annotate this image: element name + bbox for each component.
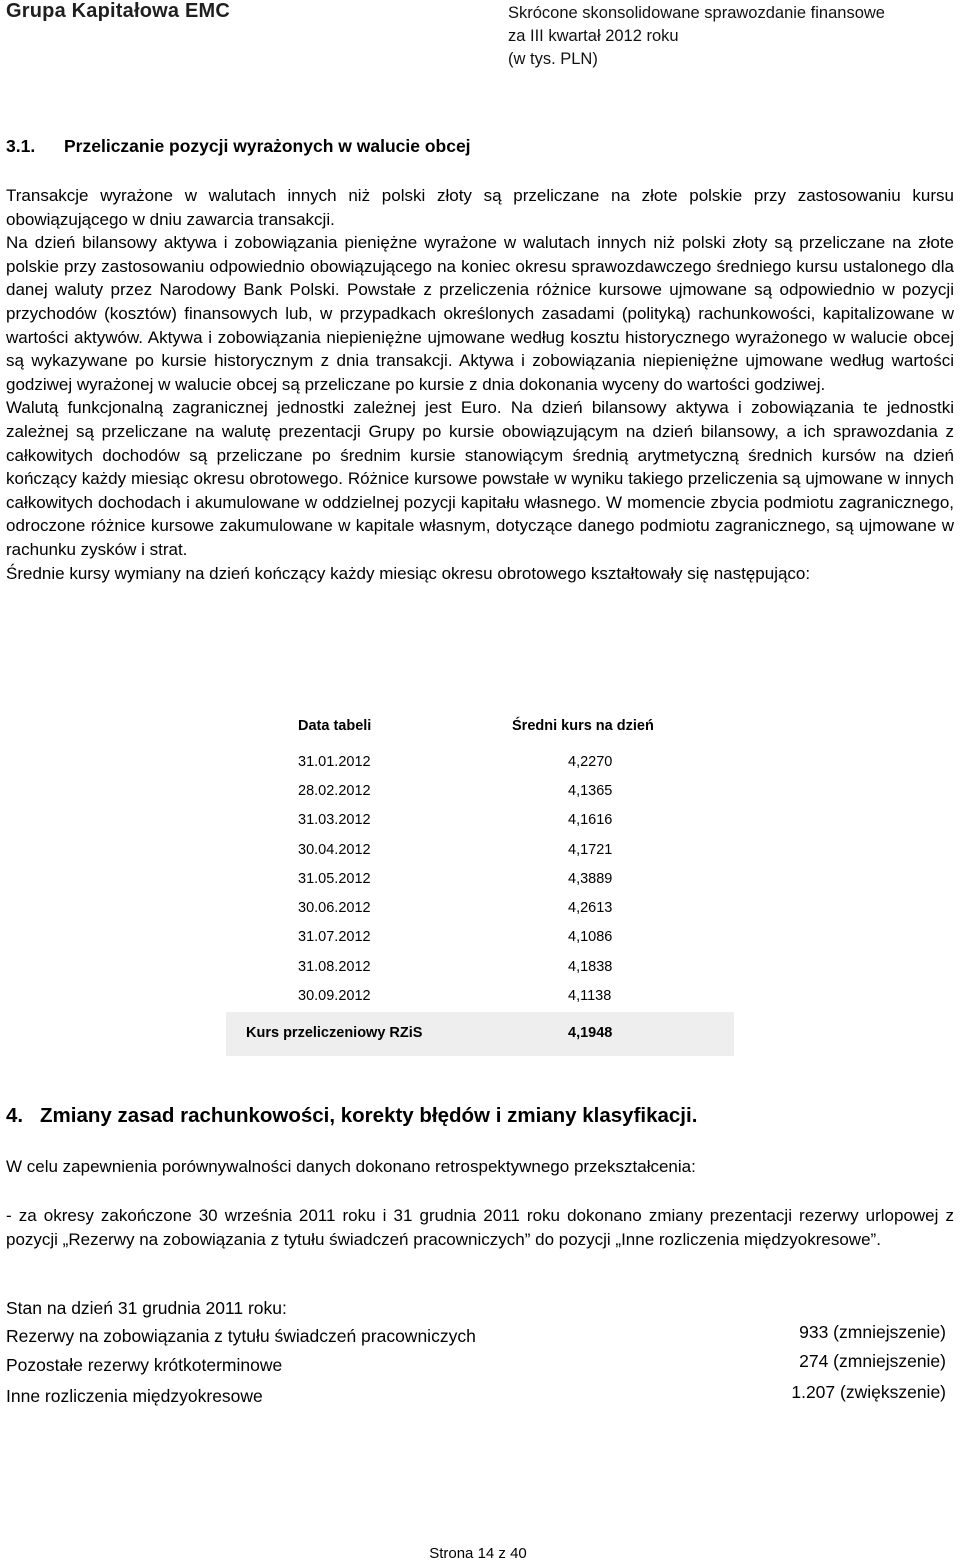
row-date: 31.05.2012 — [298, 871, 371, 887]
row-rate: 4,2270 — [568, 754, 613, 770]
row-date: 31.08.2012 — [298, 959, 371, 975]
row-date: 30.04.2012 — [298, 842, 371, 858]
section-3-1-body — [6, 184, 954, 585]
total-label: Kurs przeliczeniowy RZiS — [246, 1025, 423, 1041]
balance-item-value: 274 (zmniejszenie) — [799, 1351, 946, 1371]
balance-item-label: Inne rozliczenia międzyokresowe — [6, 1386, 263, 1406]
balance-item-label: Rezerwy na zobowiązania z tytułu świadczeń pracowniczych — [6, 1326, 476, 1346]
table-row — [226, 900, 734, 929]
balance-item-value: 1.207 (zwiększenie) — [791, 1382, 946, 1402]
row-rate: 4,1838 — [568, 959, 613, 975]
row-date: 28.02.2012 — [298, 783, 371, 799]
section-number: 4. — [6, 1104, 24, 1127]
balance-item-label: Pozostałe rezerwy krótkoterminowe — [6, 1355, 283, 1375]
table-row — [226, 929, 734, 958]
row-date: 30.06.2012 — [298, 900, 371, 916]
section-4-heading — [6, 1104, 697, 1128]
paragraph: Średnie kursy wymiany na dzień kończący każdy miesiąc okresu obrotowego kształtowały się następująco: — [6, 563, 811, 583]
row-date: 31.07.2012 — [298, 929, 371, 945]
row-rate: 4,2613 — [568, 900, 613, 916]
page-header — [0, 0, 960, 100]
balance-item — [6, 1351, 954, 1381]
total-value: 4,1948 — [568, 1025, 613, 1041]
table-row — [226, 842, 734, 871]
table-row — [226, 754, 734, 783]
table-row — [226, 812, 734, 841]
row-date: 31.01.2012 — [298, 754, 371, 770]
section-4-intro — [6, 1155, 954, 1179]
row-rate: 4,3889 — [568, 871, 613, 887]
row-date: 30.09.2012 — [298, 988, 371, 1004]
report-title — [508, 2, 885, 71]
paragraph: W celu zapewnienia porównywalności danych dokonano retrospektywnego przekształcenia: — [6, 1157, 696, 1176]
section-title: Zmiany zasad rachunkowości, korekty błędów i zmiany klasyfikacji. — [40, 1104, 698, 1127]
balance-item-value: 933 (zmniejszenie) — [799, 1322, 946, 1342]
report-title-line1: Skrócone skonsolidowane sprawozdanie finansowe — [508, 4, 885, 22]
report-title-line2: za III kwartał 2012 roku — [508, 27, 679, 45]
row-rate: 4,1616 — [568, 812, 613, 828]
balance-item — [6, 1382, 954, 1412]
table-row — [226, 959, 734, 988]
paragraph: Transakcje wyrażone w walutach innych niż polski złoty są przeliczane na złote polskie przy zastosowaniu kursu obowiązującego w dniu zawarcia transakcji. — [6, 186, 954, 229]
table-row — [226, 871, 734, 900]
column-header-date: Data tabeli — [298, 718, 372, 734]
table-row — [226, 783, 734, 812]
report-title-line3: (w tys. PLN) — [508, 50, 598, 68]
total-row — [226, 1012, 734, 1056]
row-rate: 4,1365 — [568, 783, 613, 799]
section-number: 3.1. — [6, 136, 36, 156]
row-rate: 4,1138 — [568, 988, 612, 1004]
balance-changes-title: Stan na dzień 31 grudnia 2011 roku: — [6, 1298, 287, 1318]
paragraph: Na dzień bilansowy aktywa i zobowiązania pieniężne wyrażone w walutach innych niż polski złoty są przeliczane na złote polskie przy zastosowaniu odpowiednio obowiązującego na koniec okresu sprawozdawczego średniego kursu ustalonego dla danej waluty przez Narodowy Bank Polski. Powstałe z przeliczenia różnice kursowe ujmowane są odpowiednio w pozycji przychodów (kosztów) finansowych lub, w przypadkach określonych zasadami (polityką) rachunkowości, kapitalizowane w wartości aktywów. Aktywa i zobowiązania niepieniężne ujmowane według kosztu historycznego wyrażonego w walucie obcej są wykazywane po kursie historycznym z dnia transakcji. Aktywa i zobowiązania niepieniężne ujmowane według wartości godziwej wyrażonej w walucie obcej są przeliczane po kursie z dnia dokonania wyceny do wartości godziwej. — [6, 233, 954, 394]
row-rate: 4,1086 — [568, 929, 613, 945]
section-4-bullet — [6, 1204, 954, 1251]
section-title: Przeliczanie pozycji wyrażonych w walucie obcej — [64, 136, 471, 156]
row-date: 31.03.2012 — [298, 812, 371, 828]
paragraph: Walutą funkcjonalną zagranicznej jednostki zależnej jest Euro. Na dzień bilansowy aktywa i zobowiązania te jednostki zależnej są przeliczane na walutę prezentacji Grupy po kursie obowiązującym na dzień bilansowy, a ich sprawozdania z całkowitych dochodów są przeliczane po średnim kursie stanowiącym średnią arytmetyczną średnich kursów na dzień kończący każdy miesiąc okresu obrotowego. Różnice kursowe powstałe w wyniku takiego przeliczenia są ujmowane w innych całkowitych dochodach i akumulowane w oddzielnej pozycji kapitału własnego. W momencie zbycia podmiotu zagranicznego, odroczone różnice kursowe zakumulowane w kapitale własnym, dotyczące danego podmiotu zagranicznego, są ujmowane w rachunku zysków i strat. — [6, 398, 954, 559]
row-rate: 4,1721 — [568, 842, 613, 858]
paragraph: - za okresy zakończone 30 września 2011 roku i 31 grudnia 2011 roku dokonano zmiany prezentacji rezerwy urlopowej z pozycji „Rezerwy na zobowiązania z tytułu świadczeń pracowniczych” do pozycji „Inne rozliczenia międzyokresowe”. — [6, 1206, 954, 1249]
section-3-1-heading — [6, 136, 471, 157]
balance-item — [6, 1322, 954, 1352]
company-name: Grupa Kapitałowa EMC — [6, 0, 231, 22]
column-header-rate: Średni kurs na dzień — [512, 718, 654, 734]
page-footer — [0, 1545, 960, 1562]
page-number: Strona 14 z 40 — [429, 1545, 527, 1562]
